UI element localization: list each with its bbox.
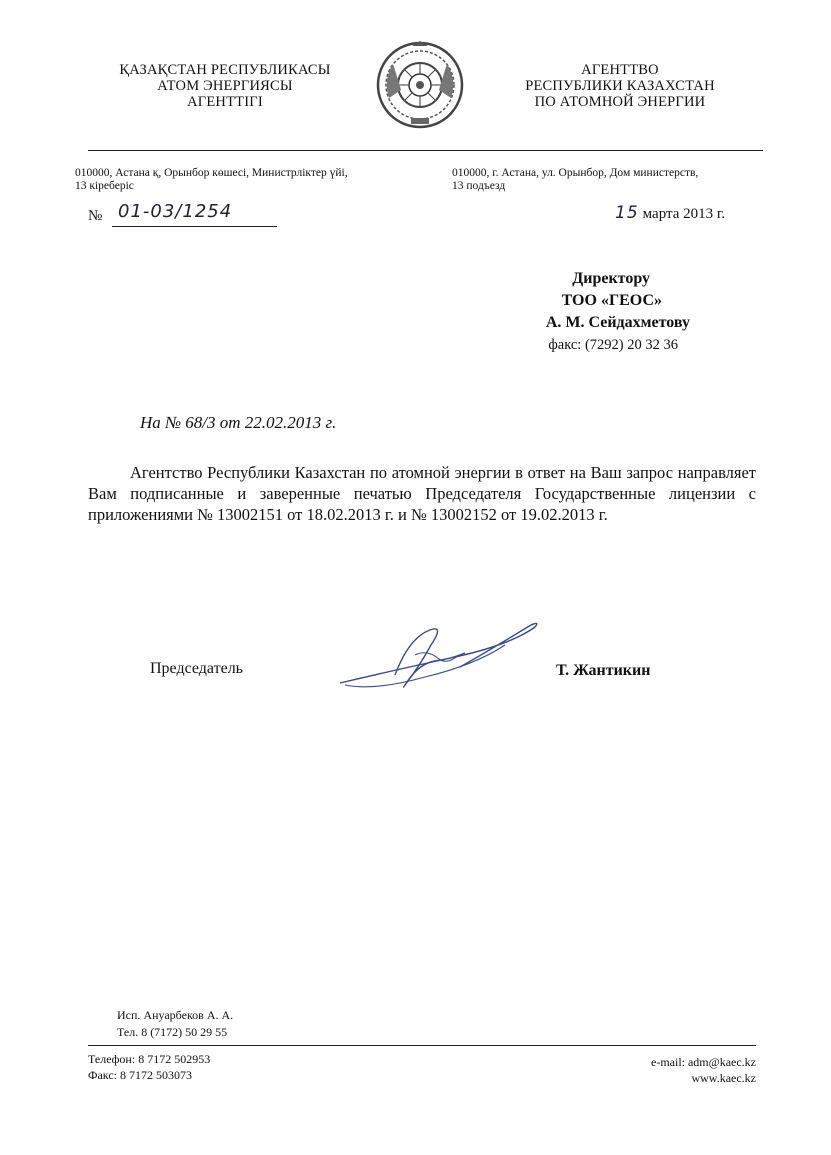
header-right-line-1: АГЕНТТВО xyxy=(581,62,659,78)
header-divider xyxy=(88,150,763,151)
address-left-line-2: 13 кіреберіс xyxy=(75,180,134,192)
address-left xyxy=(75,167,405,193)
executor-phone: Тел. 8 (7172) 50 29 55 xyxy=(117,1025,228,1039)
outgoing-number-value: 01-03/1254 xyxy=(118,201,233,222)
address-left-line-1: 010000, Астана қ, Орынбор көшесі, Министрліктер үйі, xyxy=(75,167,348,179)
footer-email: e-mail: adm@kaec.kz xyxy=(651,1055,756,1069)
executor-block xyxy=(117,1008,233,1039)
outgoing-number-label: № xyxy=(88,208,103,224)
header-right-line-3: ПО АТОМНОЙ ЭНЕРГИИ xyxy=(534,94,706,110)
handwritten-signature xyxy=(335,615,545,695)
footer-divider xyxy=(88,1045,756,1046)
signatory-title: Председатель xyxy=(150,660,243,677)
footer-website: www.kaec.kz xyxy=(691,1071,756,1085)
footer-phone: Телефон: 8 7172 502953 xyxy=(88,1052,211,1066)
date-day: 15 xyxy=(615,203,639,223)
recipient-company: ТОО «ГЕОС» xyxy=(561,292,662,309)
address-right-line-2: 13 подъезд xyxy=(452,180,506,192)
header-left-block xyxy=(95,62,355,110)
address-right xyxy=(452,167,752,193)
header-right-line-2: РЕСПУБЛИКИ КАЗАХСТАН xyxy=(525,78,715,94)
date-month-year: марта 2013 г. xyxy=(642,206,726,222)
recipient-fax: факс: (7292) 20 32 36 xyxy=(548,337,678,353)
body-paragraph: Агентство Республики Казахстан по атомной энергии в ответ на Ваш запрос направляет Вам подписанные и заверенные печатью Председателя Государственные лицензии с приложениями № 13002151 от 18.02.2013 г. и № 13002152 от 19.02.2013 г. xyxy=(88,463,756,524)
footer-right xyxy=(560,1055,756,1085)
header-right-block xyxy=(500,62,740,110)
recipient-name: А. М. Сейдахметову xyxy=(545,314,690,331)
address-right-line-1: 010000, г. Астана, ул. Орынбор, Дом министерств, xyxy=(452,167,699,179)
reply-reference: На № 68/3 от 22.02.2013 г. xyxy=(140,413,337,432)
header-left-line-3: АГЕНТТІГІ xyxy=(187,94,263,110)
document-date xyxy=(615,203,725,223)
recipient-block xyxy=(440,268,690,356)
header-left-line-1: ҚАЗАҚСТАН РЕСПУБЛИКАСЫ xyxy=(119,62,331,78)
recipient-position: Директору xyxy=(572,270,650,287)
outgoing-number-underline xyxy=(112,226,277,227)
footer-fax: Факс: 8 7172 503073 xyxy=(88,1068,192,1082)
header-left-line-2: АТОМ ЭНЕРГИЯСЫ xyxy=(157,78,293,94)
signatory-name: Т. Жантикин xyxy=(556,662,651,679)
executor-name: Исп. Ануарбеков А. А. xyxy=(117,1008,234,1022)
state-emblem-icon xyxy=(375,40,465,130)
footer-left xyxy=(88,1052,210,1082)
